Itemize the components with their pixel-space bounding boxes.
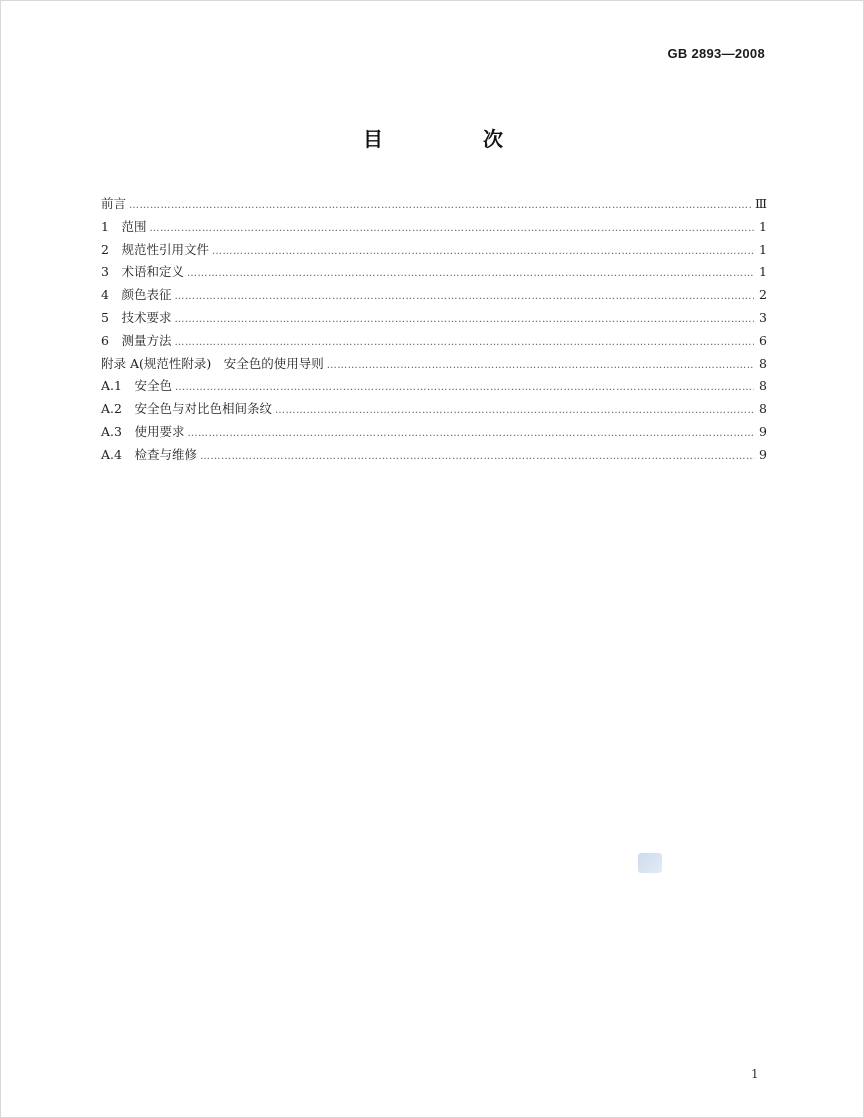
toc-entry-label: 6 测量方法	[101, 332, 172, 348]
toc-entry-page: 1	[759, 241, 767, 257]
toc-entry-label: A.1 安全色	[101, 378, 172, 394]
toc-entry-label: 4 颜色表征	[101, 287, 172, 303]
toc-entry-page: 8	[759, 355, 767, 371]
toc-dot-leader	[187, 423, 754, 446]
toc-title: 目 次	[363, 127, 543, 151]
toc-entry-scope[interactable]	[101, 216, 767, 239]
toc-entry-label: A.3 使用要求	[101, 423, 185, 439]
toc-entry-label: A.2 安全色与对比色相间条纹	[101, 401, 272, 417]
toc-dot-leader	[129, 195, 752, 218]
toc-dot-leader	[212, 241, 754, 264]
toc-entry-measurement-methods[interactable]	[101, 330, 767, 353]
toc-entry-label: 1 范围	[101, 218, 147, 234]
toc-entry-a3-usage-requirements[interactable]	[101, 421, 767, 444]
toc-entry-page: 2	[759, 287, 767, 303]
toc-dot-leader	[175, 377, 754, 400]
toc-entry-a4-inspection-maintenance[interactable]	[101, 444, 767, 467]
toc-dot-leader	[187, 263, 754, 286]
toc-entry-label: 附录 A(规范性附录) 安全色的使用导则	[101, 355, 324, 371]
toc-entry-page: 9	[759, 423, 767, 439]
toc-dot-leader	[200, 446, 754, 469]
toc-dot-leader	[174, 332, 754, 355]
toc-dot-leader	[149, 218, 754, 241]
toc-entry-label: 3 术语和定义	[101, 264, 184, 280]
toc-entry-terms-definitions[interactable]	[101, 261, 767, 284]
toc-entry-a2-contrast-stripes[interactable]	[101, 398, 767, 421]
toc-entry-normative-references[interactable]	[101, 239, 767, 262]
toc-entry-label: 前言	[101, 196, 127, 211]
toc-entry-page: 6	[759, 332, 767, 348]
toc-entry-foreword[interactable]	[101, 193, 767, 216]
toc-entry-page: 1	[759, 264, 767, 280]
toc-entry-color-characterization[interactable]	[101, 284, 767, 307]
sac-watermark-logo	[638, 853, 662, 873]
toc-entry-page: 9	[759, 446, 767, 462]
toc-dot-leader	[174, 286, 754, 309]
toc-entry-page: Ⅲ	[754, 196, 767, 211]
toc-entry-a1-safety-colors[interactable]	[101, 375, 767, 398]
toc-dot-leader	[275, 400, 754, 423]
toc-entry-page: 3	[759, 309, 767, 325]
toc-dot-leader	[174, 309, 754, 332]
toc-entry-technical-requirements[interactable]	[101, 307, 767, 330]
table-of-contents	[101, 193, 767, 467]
standard-code: GB 2893—2008	[667, 46, 765, 61]
toc-entry-label: A.4 检查与维修	[101, 446, 197, 462]
page-number: 1	[751, 1067, 759, 1081]
toc-entry-page: 1	[759, 218, 767, 234]
toc-entry-annex-a[interactable]	[101, 353, 767, 376]
toc-entry-label: 2 规范性引用文件	[101, 241, 209, 257]
toc-entry-page: 8	[759, 401, 767, 417]
toc-dot-leader	[327, 355, 754, 378]
toc-entry-page: 8	[759, 378, 767, 394]
toc-entry-label: 5 技术要求	[101, 309, 172, 325]
